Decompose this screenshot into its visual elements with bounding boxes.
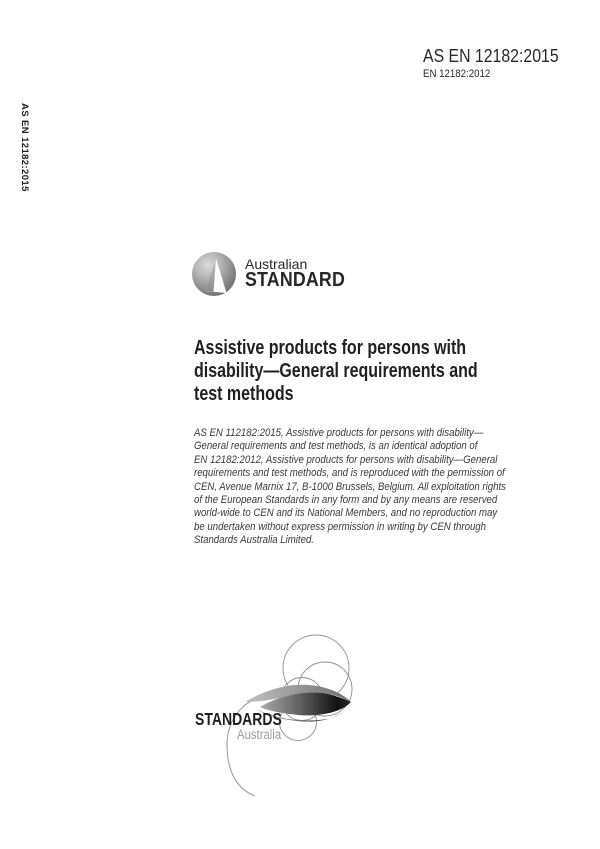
notice-line: AS EN 112182:2015, Assistive products for persons with disability—: [194, 427, 484, 439]
australian-standard-logo: [192, 252, 412, 300]
notice-line: be undertaken without express permission in writing by CEN through: [194, 520, 486, 533]
title-line: Assistive products for persons with: [194, 337, 467, 359]
spine-designation: AS EN 12182:2015: [19, 103, 30, 192]
australian-standard-sphere-icon: [192, 252, 236, 296]
notice-line: EN 12182:2012, Assistive products for persons with disability—General: [194, 453, 498, 466]
designation-block: [423, 46, 559, 81]
notice-line: of the European Standards in any form and by any means are reserved: [194, 494, 498, 507]
designation-secondary: EN 12182:2012: [423, 68, 491, 80]
publisher-name-bottom: STANDARD: [245, 269, 345, 291]
document-title: [194, 337, 478, 406]
publisher-name-top: Australian: [245, 256, 308, 272]
designation-primary: AS EN 12182:2015: [423, 46, 559, 66]
notice-line: world-wide to CEN and its National Members, and no reproduction may: [194, 507, 498, 520]
adoption-notice: [194, 427, 506, 548]
publisher-wordmark: [245, 257, 357, 289]
title-line: disability—General requirements and: [194, 360, 478, 382]
standards-australia-wordmark: STANDARDS: [195, 709, 282, 729]
notice-line: Standards Australia Limited.: [194, 534, 314, 547]
standards-australia-logo: [180, 626, 390, 811]
notice-line: requirements and test methods, and is reproduced with the permission of: [194, 467, 505, 480]
notice-line: CEN, Avenue Marnix 17, B-1000 Brussels, Belgium. All exploitation rights: [194, 480, 506, 493]
notice-line: General requirements and test methods, is an identical adoption of: [194, 440, 478, 453]
title-line: test methods: [194, 383, 294, 405]
standards-australia-subtext: Australia: [237, 727, 282, 742]
